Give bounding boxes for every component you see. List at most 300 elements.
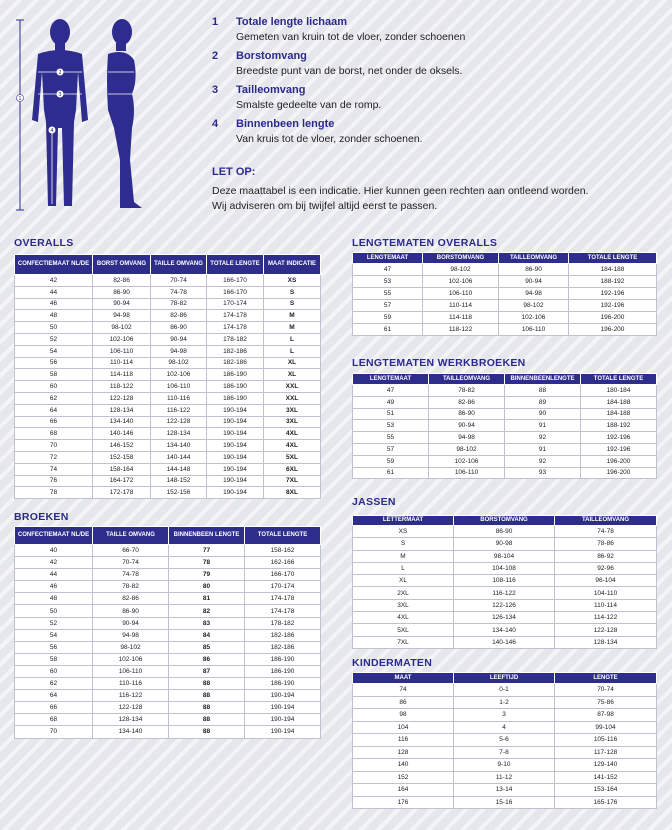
table-cell: 172-178	[93, 487, 151, 499]
table-cell: 52	[15, 333, 93, 345]
table-row	[15, 463, 321, 475]
table-row	[353, 734, 657, 747]
table-cell: 192-196	[581, 443, 657, 455]
table-cell: 86-90	[151, 322, 207, 334]
table-cell: 92-96	[555, 562, 657, 574]
table-row	[15, 678, 321, 690]
column-header: LENGTE	[555, 673, 657, 684]
table-row	[353, 538, 657, 550]
table-cell: 92	[505, 432, 581, 444]
table-cell: 98-102	[499, 300, 569, 312]
column-header: TAILLEOMVANG	[429, 374, 505, 385]
table-cell: 83	[169, 617, 245, 629]
table-cell: 8XL	[264, 487, 321, 499]
table-cell: 86-90	[429, 408, 505, 420]
table-cell: 186-190	[245, 665, 321, 677]
table-row	[353, 684, 657, 697]
table-cell: 140-144	[151, 451, 207, 463]
table-row	[353, 324, 657, 336]
table-cell: 82-86	[93, 275, 151, 287]
table-cell: 47	[353, 385, 429, 397]
table-cell: 105-116	[555, 734, 657, 747]
table-cell: 53	[353, 276, 423, 288]
table-cell: 102-106	[429, 455, 505, 467]
table-cell: 166-170	[245, 569, 321, 581]
measurement-title: Totale lengte lichaam	[236, 16, 348, 28]
table-cell: 5XL	[264, 451, 321, 463]
table-cell: 188-192	[569, 276, 657, 288]
table-cell: 53	[353, 420, 429, 432]
table-cell: 40	[15, 545, 93, 557]
measurement-item	[212, 84, 652, 118]
table-cell: 61	[353, 324, 423, 336]
table-cell: 140-146	[454, 636, 555, 648]
table-cell: 70-74	[93, 557, 169, 569]
broeken-title: BROEKEN	[14, 511, 69, 523]
table-cell: 51	[353, 408, 429, 420]
table-cell: 182-186	[245, 641, 321, 653]
table-cell: 126-134	[454, 612, 555, 624]
table-row	[15, 345, 321, 357]
table-cell: 88	[169, 702, 245, 714]
table-row	[353, 420, 657, 432]
table-row	[353, 709, 657, 722]
table-row	[15, 653, 321, 665]
column-header: BINNENBEEN LENGTE	[169, 527, 245, 545]
table-cell: 4	[454, 721, 555, 734]
table-cell: 110-116	[93, 678, 169, 690]
table-row	[353, 587, 657, 599]
table-cell: 178-182	[245, 617, 321, 629]
table-cell: 106-110	[151, 381, 207, 393]
table-cell: 68	[15, 428, 93, 440]
table-cell: 54	[15, 629, 93, 641]
table-cell: 186-190	[245, 678, 321, 690]
table-cell: 114-118	[93, 369, 151, 381]
table-cell: 122-128	[93, 702, 169, 714]
table-row	[15, 333, 321, 345]
table-cell: 78-82	[93, 581, 169, 593]
table-cell: 184-188	[581, 408, 657, 420]
note-line: Deze maattabel is een indicatie. Hier kunnen geen rechten aan ontleend worden.	[212, 185, 589, 197]
table-row	[353, 312, 657, 324]
table-cell: 55	[353, 288, 423, 300]
table-row	[15, 593, 321, 605]
table-cell: 70	[15, 440, 93, 452]
column-header: TOTALE LENGTE	[581, 374, 657, 385]
table-row	[15, 298, 321, 310]
table-row	[15, 428, 321, 440]
table-cell: 90-94	[151, 333, 207, 345]
table-cell: 162-166	[245, 557, 321, 569]
measurement-title: Borstomvang	[236, 50, 307, 62]
table-cell: 60	[15, 381, 93, 393]
table-cell: 55	[353, 432, 429, 444]
table-cell: 106-110	[93, 665, 169, 677]
table-row	[353, 624, 657, 636]
table-cell: 98-102	[151, 357, 207, 369]
column-header: TOTALE LENGTE	[569, 253, 657, 264]
table-cell: 3XL	[264, 416, 321, 428]
table-row	[353, 721, 657, 734]
table-row	[15, 690, 321, 702]
table-cell: 4XL	[264, 440, 321, 452]
table-cell: 64	[15, 690, 93, 702]
table-cell: 56	[15, 357, 93, 369]
measurement-description: Van kruis tot de vloer, zonder schoenen.	[236, 133, 423, 145]
table-header-row	[15, 527, 321, 545]
table-cell: 186-190	[245, 653, 321, 665]
table-row	[15, 569, 321, 581]
table-cell: 64	[15, 404, 93, 416]
table-cell: 91	[505, 420, 581, 432]
table-cell: 66	[15, 416, 93, 428]
table-cell: 86-90	[499, 264, 569, 276]
measurement-description: Smalste gedeelte van de romp.	[236, 99, 382, 111]
table-cell: 178-182	[207, 333, 264, 345]
broeken-size-table	[14, 526, 321, 739]
table-cell: 70-74	[151, 275, 207, 287]
table-cell: 6XL	[264, 463, 321, 475]
table-cell: 106-110	[423, 288, 499, 300]
table-cell: 106-110	[93, 345, 151, 357]
table-cell: 90-94	[93, 298, 151, 310]
table-cell: 88	[169, 714, 245, 726]
table-cell: 190-194	[207, 475, 264, 487]
jassen-title: JASSEN	[352, 496, 396, 508]
lengtematen-overalls-table	[352, 252, 657, 336]
table-cell: 98-104	[454, 550, 555, 562]
table-cell: 128-134	[93, 404, 151, 416]
table-cell: S	[353, 538, 454, 550]
table-cell: 110-116	[151, 392, 207, 404]
table-cell: XL	[264, 357, 321, 369]
table-row	[353, 599, 657, 611]
table-row	[15, 487, 321, 499]
table-row	[353, 455, 657, 467]
table-cell: 94-98	[151, 345, 207, 357]
marker-3: 3	[58, 92, 62, 98]
marker-4: 4	[50, 128, 54, 134]
table-cell: 158-162	[245, 545, 321, 557]
table-cell: 56	[15, 641, 93, 653]
table-cell: 47	[353, 264, 423, 276]
table-cell: 62	[15, 392, 93, 404]
column-header: CONFECTIEMAAT NL/DE	[15, 527, 93, 545]
column-header: BORST OMVANG	[93, 255, 151, 275]
table-cell: 134-140	[454, 624, 555, 636]
table-cell: 82	[169, 605, 245, 617]
table-cell: 98-102	[429, 443, 505, 455]
table-cell: 117-128	[555, 746, 657, 759]
table-cell: 88	[169, 678, 245, 690]
measurement-item	[212, 118, 652, 152]
table-row	[15, 726, 321, 738]
table-cell: 182-186	[207, 345, 264, 357]
table-cell: 190-194	[207, 404, 264, 416]
table-cell: 146-152	[93, 440, 151, 452]
body-silhouettes-illustration	[8, 10, 188, 215]
measurement-number: 1	[212, 16, 219, 28]
table-cell: 87	[169, 665, 245, 677]
table-cell: 50	[15, 605, 93, 617]
overalls-size-table	[14, 254, 321, 499]
kindermaten-title: KINDERMATEN	[352, 657, 433, 669]
table-cell: 46	[15, 298, 93, 310]
table-cell: 118-122	[423, 324, 499, 336]
column-header: TOTALE LENGTE	[207, 255, 264, 275]
measurement-number: 4	[212, 118, 219, 130]
table-cell: 144-148	[151, 463, 207, 475]
table-cell: 196-200	[569, 312, 657, 324]
table-row	[353, 612, 657, 624]
table-cell: 58	[15, 369, 93, 381]
table-cell: 90-94	[499, 276, 569, 288]
table-cell: 78-82	[429, 385, 505, 397]
table-row	[353, 408, 657, 420]
table-row	[353, 796, 657, 809]
table-cell: 13-14	[454, 784, 555, 797]
table-row	[353, 746, 657, 759]
table-cell: 166-170	[207, 286, 264, 298]
table-cell: M	[353, 550, 454, 562]
kindermaten-size-table	[352, 672, 657, 809]
table-cell: 99-104	[555, 721, 657, 734]
table-cell: 104-110	[555, 587, 657, 599]
table-cell: 116	[353, 734, 454, 747]
table-cell: 141-152	[555, 771, 657, 784]
table-row	[353, 575, 657, 587]
table-cell: 86-90	[454, 526, 555, 538]
table-cell: 102-106	[93, 333, 151, 345]
table-cell: 114-122	[555, 612, 657, 624]
table-cell: 110-114	[423, 300, 499, 312]
table-row	[353, 264, 657, 276]
table-row	[15, 404, 321, 416]
table-cell: 85	[169, 641, 245, 653]
table-cell: 3	[454, 709, 555, 722]
table-row	[353, 396, 657, 408]
column-header: BORSTOMVANG	[423, 253, 499, 264]
table-row	[353, 562, 657, 574]
measurement-number: 2	[212, 50, 219, 62]
column-header: LEEFTIJD	[454, 673, 555, 684]
table-row	[353, 276, 657, 288]
table-cell: 88	[505, 385, 581, 397]
table-cell: 81	[169, 593, 245, 605]
table-cell: 152	[353, 771, 454, 784]
table-cell: 82-86	[429, 396, 505, 408]
table-cell: 192-196	[569, 300, 657, 312]
table-cell: 108-116	[454, 575, 555, 587]
table-row	[15, 702, 321, 714]
table-cell: 44	[15, 286, 93, 298]
table-cell: 122-128	[93, 392, 151, 404]
table-cell: 184-188	[581, 396, 657, 408]
table-cell: 4XL	[353, 612, 454, 624]
table-cell: 190-194	[245, 726, 321, 738]
table-row	[353, 432, 657, 444]
table-row	[353, 288, 657, 300]
column-header: LETTERMAAT	[353, 516, 454, 526]
table-cell: 94-98	[93, 310, 151, 322]
table-cell: 59	[353, 312, 423, 324]
table-cell: 74-78	[151, 286, 207, 298]
table-cell: 7XL	[353, 636, 454, 648]
table-row	[353, 696, 657, 709]
table-header-row	[353, 673, 657, 684]
table-cell: S	[264, 298, 321, 310]
table-cell: 186-190	[207, 369, 264, 381]
column-header: MAAT INDICATIE	[264, 255, 321, 275]
table-cell: 104	[353, 721, 454, 734]
table-row	[353, 300, 657, 312]
table-cell: 158-164	[93, 463, 151, 475]
table-row	[15, 581, 321, 593]
table-cell: 134-140	[151, 440, 207, 452]
table-cell: 192-196	[581, 432, 657, 444]
column-header: LENGTEMAAT	[353, 374, 429, 385]
table-cell: 11-12	[454, 771, 555, 784]
table-cell: 140-146	[93, 428, 151, 440]
table-cell: 122-126	[454, 599, 555, 611]
table-cell: 182-186	[207, 357, 264, 369]
table-row	[15, 451, 321, 463]
table-row	[15, 714, 321, 726]
front-body-silhouette	[32, 19, 88, 206]
table-cell: 170-174	[245, 581, 321, 593]
table-cell: 196-200	[569, 324, 657, 336]
table-cell: 60	[15, 665, 93, 677]
table-header-row	[353, 374, 657, 385]
table-cell: 110-114	[93, 357, 151, 369]
table-row	[15, 381, 321, 393]
table-cell: 134-140	[93, 726, 169, 738]
table-cell: 87-98	[555, 709, 657, 722]
table-cell: 48	[15, 310, 93, 322]
table-cell: XL	[353, 575, 454, 587]
table-cell: XXL	[264, 392, 321, 404]
table-cell: 3XL	[264, 404, 321, 416]
table-cell: 88	[169, 690, 245, 702]
table-cell: 164	[353, 784, 454, 797]
table-cell: 9-10	[454, 759, 555, 772]
table-cell: 7-8	[454, 746, 555, 759]
table-cell: 74	[15, 463, 93, 475]
table-cell: 102-106	[93, 653, 169, 665]
table-cell: 102-106	[151, 369, 207, 381]
table-cell: 128-134	[555, 636, 657, 648]
table-row	[15, 357, 321, 369]
table-cell: XXL	[264, 381, 321, 393]
table-cell: 98-102	[423, 264, 499, 276]
table-cell: 174-178	[207, 322, 264, 334]
table-cell: 176	[353, 796, 454, 809]
marker-1: 1	[18, 96, 22, 102]
column-header: CONFECTIEMAAT NL/DE	[15, 255, 93, 275]
table-cell: 122-128	[151, 416, 207, 428]
table-cell: M	[264, 322, 321, 334]
body-measurement-figure	[8, 10, 188, 215]
column-header: BORSTOMVANG	[454, 516, 555, 526]
table-cell: 68	[15, 714, 93, 726]
table-cell: 134-140	[93, 416, 151, 428]
table-cell: 86-90	[93, 605, 169, 617]
note-line: Wij adviseren om bij twijfel altijd eerst te passen.	[212, 200, 438, 212]
table-cell: 96-104	[555, 575, 657, 587]
table-cell: 188-192	[581, 420, 657, 432]
table-cell: 190-194	[245, 714, 321, 726]
table-cell: 15-16	[454, 796, 555, 809]
table-cell: 152-156	[151, 487, 207, 499]
table-cell: 1-2	[454, 696, 555, 709]
table-cell: 102-106	[423, 276, 499, 288]
table-cell: 86	[353, 696, 454, 709]
table-cell: 90-94	[429, 420, 505, 432]
table-row	[15, 665, 321, 677]
measurement-description: Breedste punt van de borst, net onder de oksels.	[236, 65, 463, 77]
table-cell: 82-86	[151, 310, 207, 322]
table-cell: 94-98	[93, 629, 169, 641]
column-header: TAILLE OMVANG	[93, 527, 169, 545]
table-row	[353, 771, 657, 784]
table-cell: 174-178	[207, 310, 264, 322]
table-cell: 84	[169, 629, 245, 641]
table-cell: 153-164	[555, 784, 657, 797]
measurement-item	[212, 50, 652, 84]
table-cell: 93	[505, 467, 581, 479]
table-cell: 190-194	[207, 416, 264, 428]
table-cell: 57	[353, 300, 423, 312]
table-cell: 174-178	[245, 593, 321, 605]
table-cell: 98-102	[93, 641, 169, 653]
table-cell: 46	[15, 581, 93, 593]
table-cell: 5-6	[454, 734, 555, 747]
table-cell: 128-134	[151, 428, 207, 440]
table-row	[353, 385, 657, 397]
table-cell: M	[264, 310, 321, 322]
table-cell: 49	[353, 396, 429, 408]
measurement-title: Binnenbeen lengte	[236, 118, 335, 130]
table-cell: 80	[169, 581, 245, 593]
table-cell: 70-74	[555, 684, 657, 697]
table-row	[353, 784, 657, 797]
disclaimer-note	[212, 166, 662, 214]
table-cell: L	[264, 345, 321, 357]
table-row	[15, 369, 321, 381]
table-cell: 98-102	[93, 322, 151, 334]
table-cell: XL	[264, 369, 321, 381]
table-row	[353, 443, 657, 455]
column-header: LENGTEMAAT	[353, 253, 423, 264]
table-cell: 190-194	[207, 487, 264, 499]
table-cell: 90-94	[93, 617, 169, 629]
table-cell: 57	[353, 443, 429, 455]
table-cell: 59	[353, 455, 429, 467]
table-row	[15, 440, 321, 452]
table-cell: 98	[353, 709, 454, 722]
measurement-description: Gemeten van kruin tot de vloer, zonder schoenen	[236, 31, 466, 43]
lengtematen-overalls-title: LENGTEMATEN OVERALLS	[352, 237, 498, 249]
table-cell: 76	[15, 475, 93, 487]
table-cell: 184-188	[569, 264, 657, 276]
table-row	[15, 275, 321, 287]
table-cell: 196-200	[581, 455, 657, 467]
table-cell: 61	[353, 467, 429, 479]
table-row	[15, 475, 321, 487]
table-cell: 166-170	[207, 275, 264, 287]
column-header: BINNENBEENLENGTE	[505, 374, 581, 385]
